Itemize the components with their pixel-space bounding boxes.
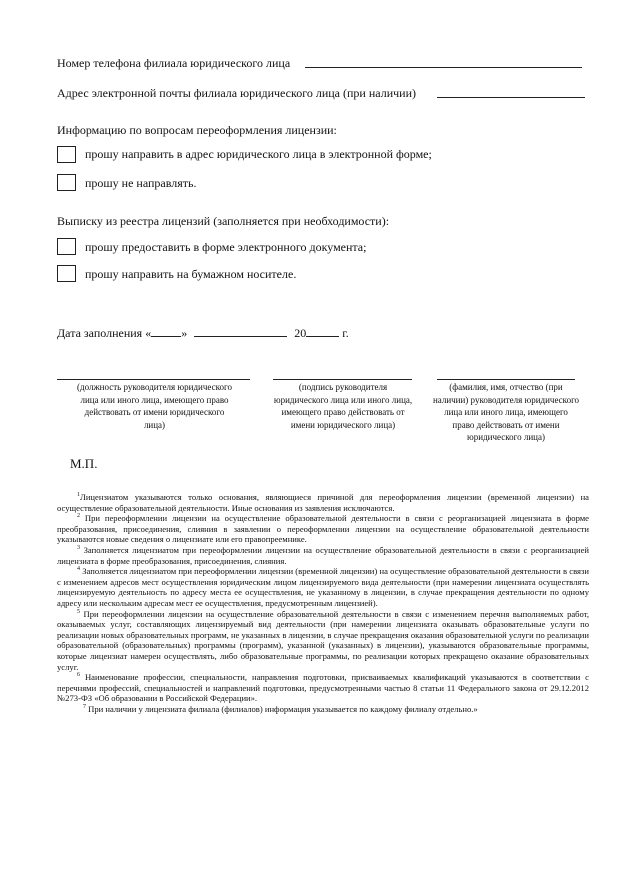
- signature-line[interactable]: [273, 379, 412, 380]
- date-year-field[interactable]: [306, 326, 339, 337]
- date-day-field[interactable]: [151, 326, 181, 337]
- name-caption: (фамилия, имя, отчество (при наличии) руководителя юридического лица или иного лица, имеющего право действовать от имени юридического лица): [432, 382, 580, 442]
- phone-row: [57, 56, 290, 71]
- phone-field[interactable]: [305, 67, 582, 68]
- date-month-field[interactable]: [194, 326, 287, 337]
- footnote-4: $^4$ Заполняется лицензиатом при переоформлении лицензии (временной лицензии) на осуществление образовательной деятельности в связи с изменением адресов мест осуществления юридическим лицом лицензируемого вида деятельности (при намерении лицензиата осуществлять лицензируемую деятельность по адресу места ее осуществления, не указанному в лицензии, в случае прекращения деятельности по одному адресу или нескольким адресам мест ее осуществления, предусмотренным лицензией).: [57, 566, 589, 608]
- footnote-2: $^2$ При переоформлении лицензии на осуществление образовательной деятельности в связи с реорганизацией лицензиата в форме преобразования, присоединения, слияния в заявлении о переоформлении лицензии на осуществление образовательной деятельности указываются новые сведения о лицензиате или его правопреемнике.: [57, 513, 589, 545]
- footnote-5: $^5$ При переоформлении лицензии на осуществление образовательной деятельности в связи с изменением перечня выполняемых работ, оказываемых услуг, составляющих лицензируемый вид деятельности (при намерении лицензиата оказывать образовательные услуги по реализации новых образовательных программ, не указанных в лицензии, в случае прекращения оказания образовательной услуги по реализации образовательной (образовательных) программы (программ), указанной (указанных) в лицензии), указываются образовательные программы, которые лицензиат намерен осуществлять, либо образовательные программы, по реализации которых прекращено оказание образовательных услуг.: [57, 608, 589, 672]
- phone-label: Номер телефона филиала юридического лица: [57, 56, 291, 70]
- extract-paper-checkbox[interactable]: [57, 265, 76, 282]
- extract-heading: Выписку из реестра лицензий (заполняется при необходимости):: [57, 214, 390, 228]
- stamp-placeholder: М.П.: [70, 456, 98, 471]
- date-year-prefix: 20: [294, 326, 307, 340]
- position-line[interactable]: [57, 379, 250, 380]
- info-electronic-label: прошу направить в адрес юридического лица в электронной форме;: [85, 147, 432, 161]
- signature-caption: (подпись руководителя юридического лица или иного лица, имеющего право действовать от имени юридического лица): [273, 382, 413, 430]
- footnote-7: $^7$ При наличии у лицензиата филиала (филиалов) информация указывается по каждому филиалу отдельно.»: [83, 703, 478, 714]
- email-row: [57, 86, 416, 101]
- info-none-label: прошу не направлять.: [85, 176, 197, 190]
- info-none-checkbox[interactable]: [57, 174, 76, 191]
- footnotes: [57, 492, 589, 714]
- name-line[interactable]: [437, 379, 575, 380]
- extract-electronic-label: прошу предоставить в форме электронного документа;: [85, 240, 367, 254]
- info-heading: Информацию по вопросам переоформления лицензии:: [57, 123, 337, 137]
- footnote-6: $^6$ Наименование профессии, специальности, направления подготовки, присваиваемых квалификаций указываются в соответствии с перечнями профессий, специальностей и направлений подготовки, предусмотренными частью 8 статьи 11 Федерального закона от 29.12.2012 №273-ФЗ «Об образовании в Российской Федерации».: [57, 672, 589, 704]
- date-suffix: г.: [342, 326, 349, 340]
- date-mid: »: [181, 326, 188, 340]
- extract-paper-label: прошу направить на бумажном носителе.: [85, 267, 297, 281]
- footnote-1: $^1$Лицензиатом указываются только основания, являющиеся причиной для переоформления лицензии (временной лицензии) на осуществление образовательной деятельности. Иные основания из заявления исключаются.: [57, 492, 589, 513]
- position-caption: (должность руководителя юридического лица или иного лица, имеющего право действовать от имени юридического лица): [77, 382, 232, 430]
- date-row: [57, 326, 349, 341]
- extract-electronic-checkbox[interactable]: [57, 238, 76, 255]
- info-electronic-checkbox[interactable]: [57, 146, 76, 163]
- footnote-3: $^3$ Заполняется лицензиатом при переоформлении лицензии на осуществление образовательной деятельности в связи с реорганизацией лицензиата в форме преобразования, присоединения, слияния.: [57, 544, 589, 566]
- email-label: Адрес электронной почты филиала юридического лица (при наличии): [57, 86, 416, 100]
- email-field[interactable]: [437, 97, 585, 98]
- date-prefix: Дата заполнения «: [57, 326, 152, 340]
